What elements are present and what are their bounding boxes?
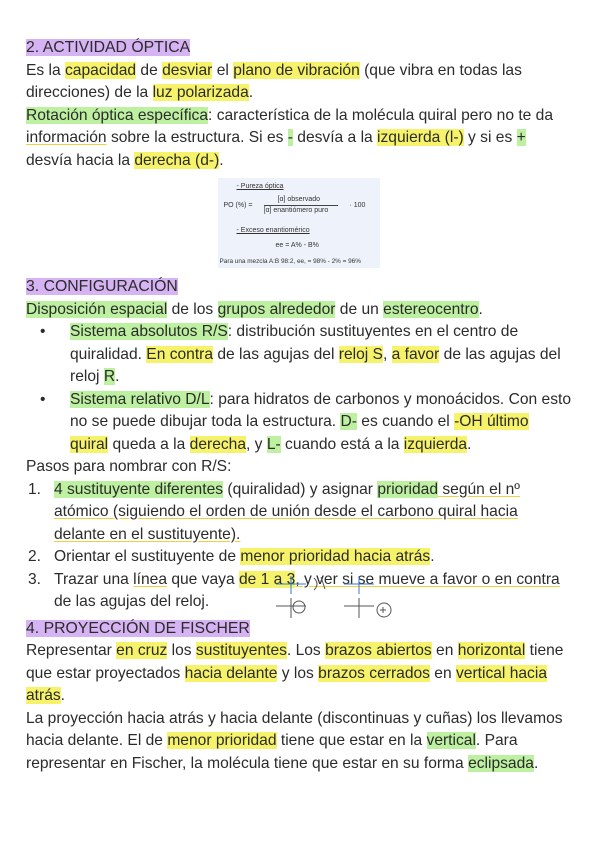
formula-denominator: [α] enantiómero puro (263, 207, 329, 214)
fischer-sketch-image (266, 574, 416, 620)
section-2-title: 2. ACTIVIDAD ÓPTICA (26, 39, 191, 56)
section-4-title: 4. PROYECCIÓN DE FISCHER (26, 619, 250, 637)
formula-ee: ee = A% - B% (275, 242, 319, 249)
s4-paragraph-2: La proyección hacia atrás y hacia delante (discontinuas y cuñas) los llevamos hacia delante. El de menor prioridad tiene que estar en la vertical. Para representar en Fischer, la molécula tiene que estar en su forma eclipsada. (26, 709, 563, 772)
s2-paragraph-1: Es la capacidad de desviar el plano de vibración (que vibra en todas las direcciones) de la luz polarizada. (26, 61, 522, 101)
formula-x100: · 100 (349, 202, 366, 209)
formula-numerator: [α] observado (277, 196, 321, 203)
optical-purity-formula-image (218, 178, 380, 268)
section-3-title: 3. CONFIGURACIÓN (26, 278, 178, 295)
step-3: 3. Trazar una línea que vaya de 1 a 3, y ver si se mueve a favor o en contra de las agujas del reloj. (28, 570, 560, 610)
list-item-dl: • Sistema relativo D/L: para hidratos de carbonos y monoácidos. Con esto no se puede dibujar toda la estructura. D- es cuando el -OH último quiral queda a la derecha, y L- cuando está a la izquierda. (40, 390, 571, 453)
step-1: 1. 4 sustituyente diferentes (quiralidad) y asignar prioridad según el nº atómico (siguiendo el orden de unión desde el carbono quiral hacia delante en el sustituyente). (28, 480, 521, 543)
configuration-systems-list (26, 321, 571, 456)
step-2: 2. Orientar el sustituyente de menor prioridad hacia atrás. (28, 548, 435, 565)
formula-title-ee: - Exceso enantiomérico (236, 227, 310, 234)
formula-title-purity: - Pureza óptica (236, 183, 284, 190)
s3-definition: Disposición espacial de los grupos alrededor de un estereocentro. (26, 300, 483, 318)
formula-example: Para una mezcla A:B 98:2, ee, = 98% - 2% = 96% (219, 258, 361, 265)
s4-paragraph-1: Representar en cruz los sustituyentes. Los brazos abiertos en horizontal tiene que estar proyectados hacia delante y los brazos cerrados en vertical hacia atrás. (26, 642, 564, 704)
steps-title: Pasos para nombrar con R/S: (26, 458, 232, 475)
s2-paragraph-2: Rotación óptica específica: característica de la molécula quiral pero no te da información sobre la estructura. Si es - desvía a la izquierda (l-) y si es + desvía hacia la derecha (d-). (26, 106, 554, 169)
formula-po: PO (%) = (223, 202, 253, 209)
notes-page (26, 37, 571, 775)
list-item-rs: • Sistema absolutos R/S: distribución sustituyentes en el centro de quiralidad. En contra de las agujas del reloj S, a favor de las agujas del reloj R. (40, 323, 561, 385)
